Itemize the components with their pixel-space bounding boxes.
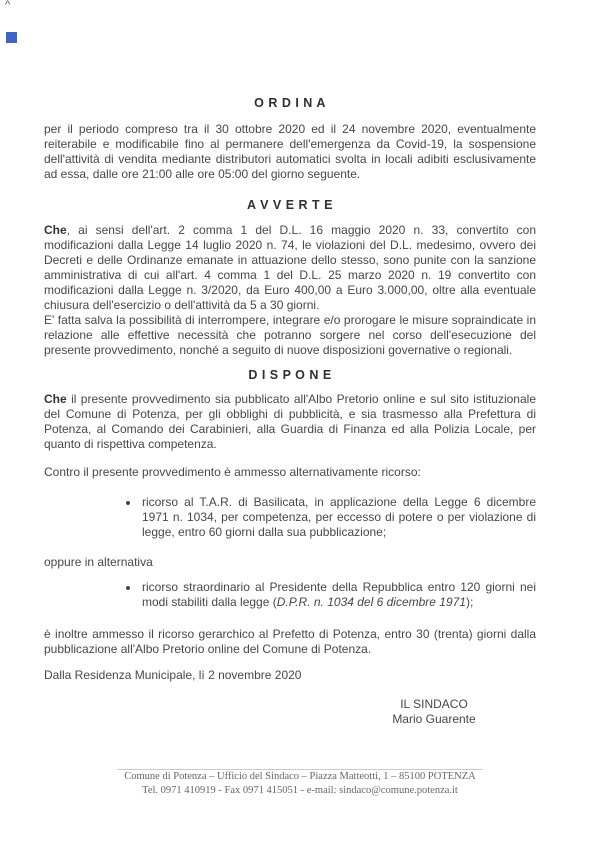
paragraph-contro-ricorso: Contro il presente provvedimento è ammesso alternativamente ricorso: [44, 465, 421, 479]
dpr-reference-italic: D.P.R. n. 1034 del 6 dicembre 1971 [276, 595, 466, 609]
ricorso-list [44, 495, 536, 540]
straordinario-close: ); [465, 595, 474, 609]
dispone-text: il presente provvedimento sia pubblicato all'Albo Pretorio online e sul sito istituzionale del Comune di Potenza, per gli obblighi di pubblicità, e sia trasmesso alla Prefettura di Potenza, al Comando dei Carabinieri, alla Guardia di Finanza ed alla Polizia Locale, per quanto di rispettiva competenza. [44, 392, 536, 451]
blue-square-artifact-icon [6, 32, 17, 43]
signature-block [354, 697, 514, 726]
signature-name: Mario Guarente [392, 711, 476, 726]
section-heading-dispone: D I S P O N E [248, 368, 332, 382]
page-footer [0, 769, 600, 798]
caret-artifact-icon: ^ [5, 0, 11, 11]
che-lead-bold: Che [44, 223, 67, 237]
signature-role: IL SINDACO [400, 697, 468, 711]
list-item-ricorso-tar: • ricorso al T.A.R. di Basilicata, in applicazione della Legge 6 dicembre 1971 n. 1034, per competenza, per eccesso di potere o per violazione di legge, entro 60 giorni dalla sua pubblicazione; [140, 495, 536, 540]
list-item-ricorso-straordinario [140, 580, 536, 610]
section-heading-ordina: O R D I N A [254, 96, 326, 110]
footer-contact-line: Tel. 0971 410919 - Fax 0971 415051 - e-mail: sindaco@comune.potenza.it [142, 785, 458, 796]
section-heading-avverte: A V V E R T E [247, 198, 333, 212]
paragraph-oppure: oppure in alternativa [44, 555, 153, 569]
paragraph-dispone-pubblicazione [44, 392, 536, 452]
paragraph-ricorso-gerarchico: è inoltre ammesso il ricorso gerarchico al Prefetto di Potenza, entro 30 (trenta) giorni dalla pubblicazione all'Albo Pretorio online del Comune di Potenza. [44, 627, 536, 656]
paragraph-ordina: per il periodo compreso tra il 30 ottobre 2020 ed il 24 novembre 2020, eventualmente reiterabile e modificabile fino al permanere dell'emergenza da Covid-19, la sospensione dell'attività di vendita mediante distributori automatici svolta in locali adibiti esclusivamente ad essa, dalle ore 21:00 alle ore 05:00 del giorno seguente. [44, 122, 536, 181]
paragraph-avverte-sanzioni [44, 223, 536, 313]
document-body [44, 0, 536, 726]
ricorso-list-alternativa [44, 580, 536, 610]
paragraph-fatta-salva: E' fatta salva la possibilità di interrompere, integrare e/o prorogare le misure sopraindicate in relazione alle effettive necessità che potranno sorgere nel corso dell'esecuzione del presente provvedimento, nonché a seguito di nuove disposizioni governative o regionali. [44, 313, 536, 357]
avverte-text: , ai sensi dell'art. 2 comma 1 del D.L. 16 maggio 2020 n. 33, convertito con modificazioni dalla Legge 14 luglio 2020 n. 74, le violazioni del D.L. medesimo, ovvero dei Decreti e delle Ordinanze emanate in attuazione dello stesso, sono punite con la sanzione amministrativa di cui all'art. 4 comma 1 del D.L. 25 marzo 2020 n. 19 convertito con modificazioni dalla Legge n. 3/2020, da Euro 400,00 a Euro 3.000,00, oltre alla eventuale chiusura dell'esercizio o dell'attività da 5 a 30 giorni. [44, 223, 536, 312]
che-lead-bold: Che [44, 392, 67, 406]
footer-address-line: Comune di Potenza – Ufficio del Sindaco – Piazza Matteotti, 1 – 85100 POTENZA [124, 771, 476, 782]
paragraph-residenza-data: Dalla Residenza Municipale, lì 2 novembre 2020 [44, 668, 302, 682]
straordinario-text: ricorso straordinario al Presidente della Repubblica entro 120 giorni nei modi stabiliti dalla legge ( [142, 580, 536, 609]
